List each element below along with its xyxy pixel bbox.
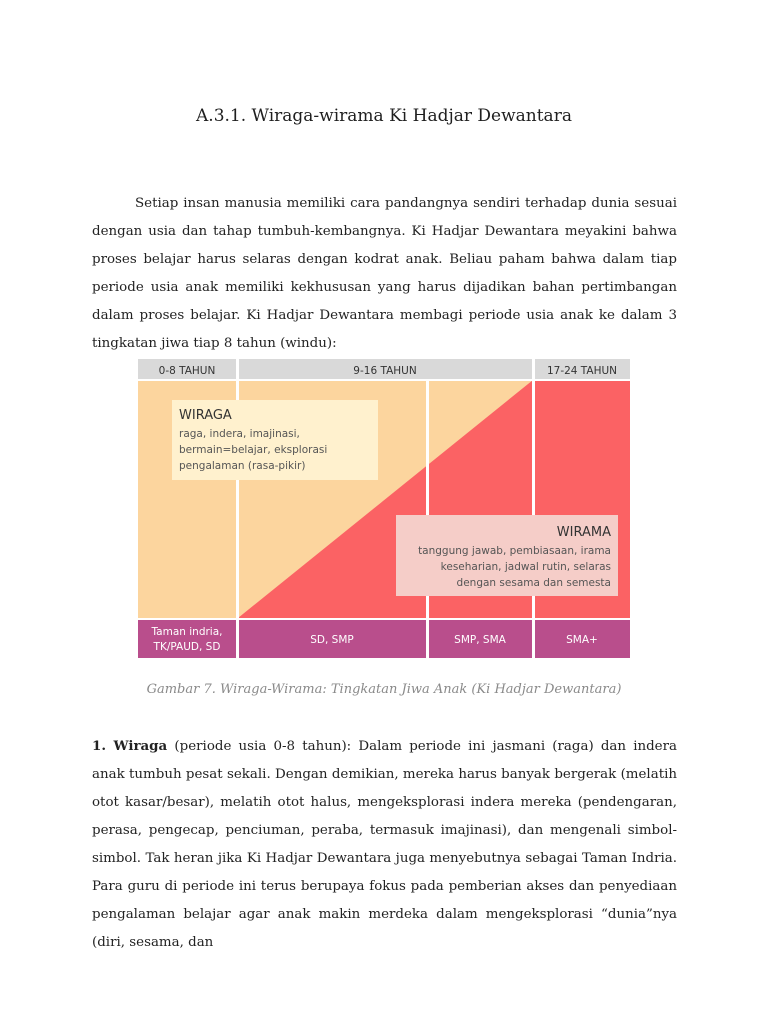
- intro-paragraph: Setiap insan manusia memiliki cara pandangnya sendiri terhadap dunia sesuai dengan usia dan tahap tumbuh-kembangnya. Ki Hadjar Dewantara meyakini bahwa proses belajar harus selaras dengan kodrat anak. Beliau paham bahwa dalam tiap periode usia anak memiliki kekhususan yang harus dijadikan bahan pertimbangan dalam proses belajar. Ki Hadjar Dewantara membagi periode usia anak ke dalam 3 tingkatan jiwa tiap 8 tahun (windu):: [92, 196, 677, 351]
- point-1-paragraph: [92, 732, 677, 957]
- divider-line: [138, 379, 630, 381]
- figure-caption: Gambar 7. Wiraga-Wirama: Tingkatan Jiwa Anak (Ki Hadjar Dewantara): [146, 682, 622, 697]
- school-level-label: SMA+: [566, 634, 598, 646]
- school-level-label: Taman indria,: [151, 626, 223, 638]
- wiraga-wirama-diagram: [138, 359, 630, 658]
- school-level-label: TK/PAUD, SD: [153, 641, 221, 653]
- point-1-text: (periode usia 0-8 tahun): Dalam periode ini jasmani (raga) dan indera anak tumbuh pesat sekali. Dengan demikian, mereka harus banyak bergerak (melatih otot kasar/besar), melatih otot halus, mengeksplorasi indera mereka (pendengaran, perasa, pengecap, penciuman, peraba, termasuk imajinasi), dan mengenali simbol-simbol. Tak heran jika Ki Hadjar Dewantara juga menyebutnya sebagai Taman Indria. Para guru di periode ini terus berupaya fokus pada pemberian akses dan penyediaan pengalaman belajar agar anak makin merdeka dalam mengeksplorasi “dunia”nya (diri, sesama, dan: [92, 739, 677, 950]
- age-header-label: 9-16 TAHUN: [353, 365, 417, 377]
- wirama-title: WIRAMA: [556, 525, 611, 540]
- age-header-label: 17-24 TAHUN: [546, 365, 618, 377]
- divider-line: [138, 618, 630, 620]
- age-header-label: 0-8 TAHUN: [158, 365, 216, 377]
- wirama-line: dengan sesama dan semesta: [456, 577, 611, 589]
- point-1-label: 1. Wiraga: [92, 738, 168, 754]
- section-heading: A.3.1. Wiraga-wirama Ki Hadjar Dewantara: [196, 106, 572, 126]
- wirama-line: keseharian, jadwal rutin, selaras: [440, 561, 611, 573]
- wiraga-wirama-figure: [138, 359, 630, 658]
- wiraga-line: pengalaman (rasa-pikir): [179, 460, 306, 472]
- wiraga-line: raga, indera, imajinasi,: [179, 428, 300, 440]
- wirama-line: tanggung jawab, pembiasaan, irama: [418, 545, 611, 557]
- wiraga-title: WIRAGA: [179, 408, 232, 423]
- divider-line: [532, 359, 535, 658]
- school-level-label: SMP, SMA: [454, 634, 506, 646]
- wiraga-line: bermain=belajar, eksplorasi: [179, 444, 328, 456]
- school-level-label: SD, SMP: [310, 634, 354, 646]
